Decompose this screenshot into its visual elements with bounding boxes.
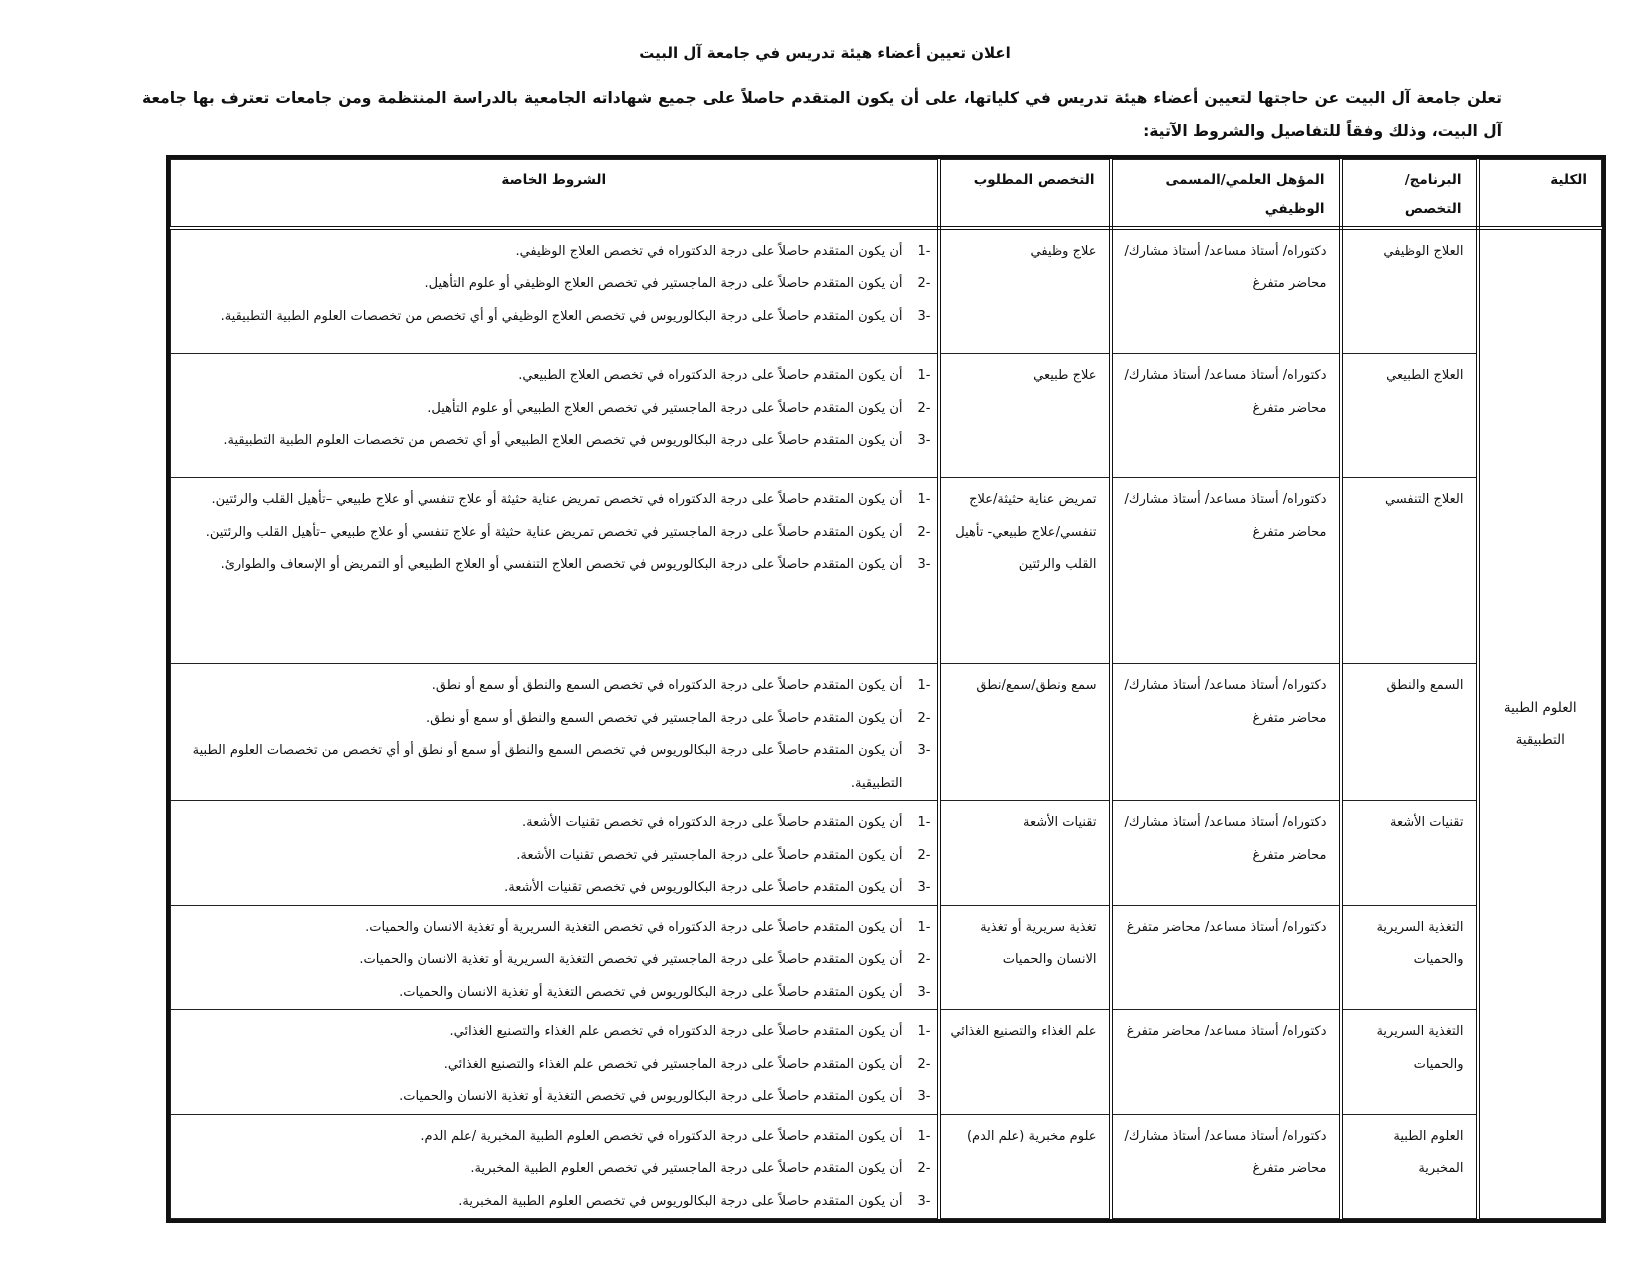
- condition-item: [181, 393, 931, 426]
- specialization-cell: تغذية سريرية أو تغذية الانسان والحميات: [980, 919, 1097, 967]
- qualification-cell: دكتوراه/ أستاذ مساعد/ أستاذ مشارك/محاضر متفرغ: [1124, 1128, 1327, 1176]
- condition-number: -1: [917, 243, 931, 259]
- condition-text: أن يكون المتقدم حاصلاً على درجة الدكتوراه في تخصص تمريض عناية حثيثة أو علاج تنفسي أو علاج طبيعي –تأهيل القلب والرئتين.: [211, 492, 903, 507]
- condition-number: -2: [917, 1161, 931, 1176]
- conditions-list: [171, 801, 937, 905]
- page-title: اعلان تعيين أعضاء هيئة تدريس في جامعة آل البيت: [639, 44, 1011, 62]
- conditions-list: [171, 478, 937, 582]
- column-header-college: الكلية: [1478, 160, 1602, 228]
- condition-item: [181, 912, 931, 945]
- condition-text: أن يكون المتقدم حاصلاً على درجة الماجستير في تخصص العلاج الطبيعي أو علوم التأهيل.: [427, 400, 903, 416]
- qualification-cell: دكتوراه/ أستاذ مساعد/ محاضر متفرغ: [1126, 919, 1327, 935]
- qualification-cell: دكتوراه/ أستاذ مساعد/ أستاذ مشارك/ محاضر متفرغ: [1124, 368, 1327, 416]
- conditions-list: [171, 1010, 937, 1114]
- condition-text: أن يكون المتقدم حاصلاً على درجة الماجستير في تخصص العلوم الطبية المخبرية.: [470, 1161, 903, 1176]
- table-row: [171, 478, 1602, 664]
- condition-item: [181, 735, 931, 800]
- qualification-cell: دكتوراه/ أستاذ مساعد/ أستاذ مشارك/ محاضر متفرغ: [1124, 815, 1327, 863]
- specialization-cell: تقنيات الأشعة: [1022, 815, 1097, 830]
- condition-number: -2: [917, 400, 931, 416]
- qualification-cell: دكتوراه/ أستاذ مساعد/ أستاذ مشارك/ محاضر متفرغ: [1124, 243, 1327, 291]
- table-row: [171, 1114, 1602, 1219]
- table-row: [171, 905, 1602, 1010]
- condition-item: [181, 1049, 931, 1082]
- condition-item: [181, 425, 931, 458]
- program-cell: التغذية السريرية والحميات: [1376, 1024, 1464, 1072]
- condition-number: -1: [917, 678, 931, 693]
- condition-text: أن يكون المتقدم حاصلاً على درجة البكالوريوس في تخصص العلوم الطبية المخبرية.: [458, 1193, 903, 1209]
- condition-item: [181, 872, 931, 905]
- condition-item: [181, 840, 931, 873]
- condition-item: [181, 236, 931, 269]
- intro-paragraph: تعلن جامعة آل البيت عن حاجتها لتعيين أعضاء هيئة تدريس في كلياتها، على أن يكون المتقدم حاصلاً على جميع شهاداته الجامعية بالدراسة المنتظمة ومن جامعات تعترف بها جامعة آل البيت، وذلك وفقاً للتفاصيل والشروط الآتية:: [142, 89, 1502, 140]
- conditions-cell: [171, 478, 939, 664]
- table-row: [171, 801, 1602, 906]
- condition-text: أن يكون المتقدم حاصلاً على درجة البكالوريوس في تخصص التغذية أو تغذية الانسان والحميات.: [399, 984, 903, 1000]
- condition-text: أن يكون المتقدم حاصلاً على درجة البكالوريوس في تخصص العلاج التنفسي أو العلاج الطبيعي أو التمريض أو الإسعاف والطوارئ.: [220, 557, 903, 572]
- condition-item: [181, 1121, 931, 1154]
- conditions-list: [171, 906, 937, 1010]
- condition-text: أن يكون المتقدم حاصلاً على درجة البكالوريوس في تخصص التغذية أو تغذية الانسان والحميات.: [399, 1089, 903, 1104]
- condition-text: أن يكون المتقدم حاصلاً على درجة البكالوريوس في تخصص العلاج الوظيفي أو أي تخصص من تخصصات العلوم الطبية التطبيقية.: [220, 308, 903, 324]
- condition-text: أن يكون المتقدم حاصلاً على درجة الدكتوراه في تخصص التغذية السريرية أو تغذية الانسان والحميات.: [365, 919, 903, 935]
- condition-item: [181, 1153, 931, 1186]
- program-cell: تقنيات الأشعة: [1389, 815, 1464, 830]
- table-row: [171, 664, 1602, 801]
- specialization-cell: علم الغذاء والتصنيع الغذائي: [950, 1024, 1097, 1039]
- condition-text: أن يكون المتقدم حاصلاً على درجة الدكتوراه في تخصص تقنيات الأشعة.: [522, 815, 903, 830]
- condition-text: أن يكون المتقدم حاصلاً على درجة الماجستير في تخصص التغذية السريرية أو تغذية الانسان والحميات.: [359, 952, 903, 967]
- college-cell: العلوم الطبية التطبيقية: [1478, 228, 1602, 1219]
- program-cell: العلاج الطبيعي: [1386, 368, 1464, 383]
- condition-number: -2: [917, 847, 931, 863]
- condition-text: أن يكون المتقدم حاصلاً على درجة البكالوريوس في تخصص تقنيات الأشعة.: [504, 880, 903, 895]
- specialization-cell: تمريض عناية حثيثة/علاج تنفسي/علاج طبيعي- تأهيل القلب والرئتين: [955, 492, 1097, 572]
- qualification-cell: دكتوراه/ أستاذ مساعد/ أستاذ مشارك/ محاضر متفرغ: [1124, 492, 1327, 540]
- condition-number: -1: [917, 368, 931, 383]
- condition-number: -3: [917, 1193, 931, 1209]
- condition-item: [181, 944, 931, 977]
- condition-text: أن يكون المتقدم حاصلاً على درجة الدكتوراه في تخصص العلاج الوظيفي.: [515, 243, 903, 259]
- program-cell: العلاج الوظيفي: [1383, 243, 1464, 259]
- condition-item: [181, 360, 931, 393]
- column-header-conditions: الشروط الخاصة: [171, 160, 939, 228]
- condition-number: -1: [917, 492, 931, 507]
- condition-number: -3: [917, 308, 931, 324]
- condition-item: [181, 1016, 931, 1049]
- program-cell: العلوم الطبية المخبرية: [1393, 1128, 1464, 1176]
- condition-text: أن يكون المتقدم حاصلاً على درجة الماجستير في تخصص السمع والنطق أو سمع أو نطق.: [426, 710, 903, 726]
- condition-number: -3: [917, 743, 931, 758]
- conditions-cell: [171, 664, 939, 801]
- specialization-cell: علوم مخبرية (علم الدم): [966, 1128, 1097, 1144]
- condition-number: -2: [917, 524, 931, 540]
- condition-text: أن يكون المتقدم حاصلاً على درجة الدكتوراه في تخصص السمع والنطق أو سمع أو نطق.: [431, 678, 903, 693]
- condition-item: [181, 1186, 931, 1219]
- condition-number: -2: [917, 276, 931, 291]
- conditions-cell: [171, 1114, 939, 1219]
- vacancies-table-frame: [166, 155, 1606, 1223]
- condition-number: -3: [917, 557, 931, 572]
- specialization-cell: سمع ونطق/سمع/نطق: [976, 678, 1097, 693]
- condition-item: [181, 484, 931, 517]
- table-row: [171, 354, 1602, 478]
- condition-number: -3: [917, 433, 931, 448]
- condition-text: أن يكون المتقدم حاصلاً على درجة البكالوريوس في تخصص السمع والنطق أو سمع أو نطق أو أي تخصص من تخصصات العلوم الطبية التطبيقية.: [192, 743, 903, 791]
- condition-number: -1: [917, 815, 931, 830]
- program-cell: السمع والنطق: [1386, 678, 1464, 693]
- conditions-list: [171, 664, 937, 800]
- conditions-list: [171, 1115, 937, 1219]
- conditions-cell: [171, 354, 939, 478]
- table-row: [171, 1010, 1602, 1115]
- qualification-cell: دكتوراه/ أستاذ مساعد/ محاضر متفرغ: [1126, 1024, 1327, 1039]
- condition-item: [181, 549, 931, 582]
- condition-text: أن يكون المتقدم حاصلاً على درجة الدكتوراه في تخصص العلوم الطبية المخبرية /علم الدم.: [420, 1128, 903, 1144]
- condition-number: -2: [917, 1056, 931, 1072]
- specialization-cell: علاج وظيفي: [1030, 243, 1097, 259]
- condition-text: أن يكون المتقدم حاصلاً على درجة الماجستير في تخصص علم الغذاء والتصنيع الغذائي.: [443, 1056, 903, 1072]
- condition-text: أن يكون المتقدم حاصلاً على درجة الدكتوراه في تخصص علم الغذاء والتصنيع الغذائي.: [449, 1024, 903, 1039]
- table-row: [171, 228, 1602, 354]
- program-cell: العلاج التنفسي: [1384, 492, 1464, 507]
- column-header-qualification: المؤهل العلمي/المسمى الوظيفي: [1111, 160, 1341, 228]
- condition-text: أن يكون المتقدم حاصلاً على درجة الماجستير في تخصص العلاج الوظيفي أو علوم التأهيل.: [424, 276, 903, 291]
- condition-number: -1: [917, 919, 931, 935]
- condition-item: [181, 268, 931, 301]
- conditions-list: [171, 230, 937, 334]
- column-header-specialization: التخصص المطلوب: [939, 160, 1111, 228]
- conditions-cell: [171, 228, 939, 354]
- condition-number: -1: [917, 1128, 931, 1144]
- condition-number: -3: [917, 984, 931, 1000]
- condition-item: [181, 977, 931, 1010]
- specialization-cell: علاج طبيعي: [1033, 368, 1097, 383]
- condition-item: [181, 301, 931, 334]
- condition-text: أن يكون المتقدم حاصلاً على درجة الماجستير في تخصص تقنيات الأشعة.: [516, 847, 903, 863]
- program-cell: التغذية السريرية والحميات: [1376, 919, 1464, 967]
- condition-text: أن يكون المتقدم حاصلاً على درجة الدكتوراه في تخصص العلاج الطبيعي.: [518, 368, 903, 383]
- condition-item: [181, 517, 931, 550]
- conditions-list: [171, 354, 937, 458]
- condition-number: -2: [917, 952, 931, 967]
- conditions-cell: [171, 801, 939, 906]
- conditions-cell: [171, 905, 939, 1010]
- table-body: [171, 228, 1602, 1219]
- condition-item: [181, 1081, 931, 1114]
- qualification-cell: دكتوراه/ أستاذ مساعد/ أستاذ مشارك/ محاضر متفرغ: [1124, 678, 1327, 726]
- column-header-program: البرنامج/ التخصص: [1341, 160, 1478, 228]
- conditions-cell: [171, 1010, 939, 1115]
- condition-text: أن يكون المتقدم حاصلاً على درجة الماجستير في تخصص تمريض عناية حثيثة أو علاج تنفسي أو علاج طبيعي –تأهيل القلب والرئتين.: [205, 524, 903, 540]
- condition-number: -1: [917, 1024, 931, 1039]
- condition-number: -2: [917, 710, 931, 726]
- condition-item: [181, 807, 931, 840]
- condition-item: [181, 703, 931, 736]
- vacancies-table: [170, 159, 1602, 1219]
- condition-text: أن يكون المتقدم حاصلاً على درجة البكالوريوس في تخصص العلاج الطبيعي أو أي تخصص من تخصصات العلوم الطبية التطبيقية.: [223, 433, 903, 448]
- condition-number: -3: [917, 880, 931, 895]
- condition-number: -3: [917, 1089, 931, 1104]
- condition-item: [181, 670, 931, 703]
